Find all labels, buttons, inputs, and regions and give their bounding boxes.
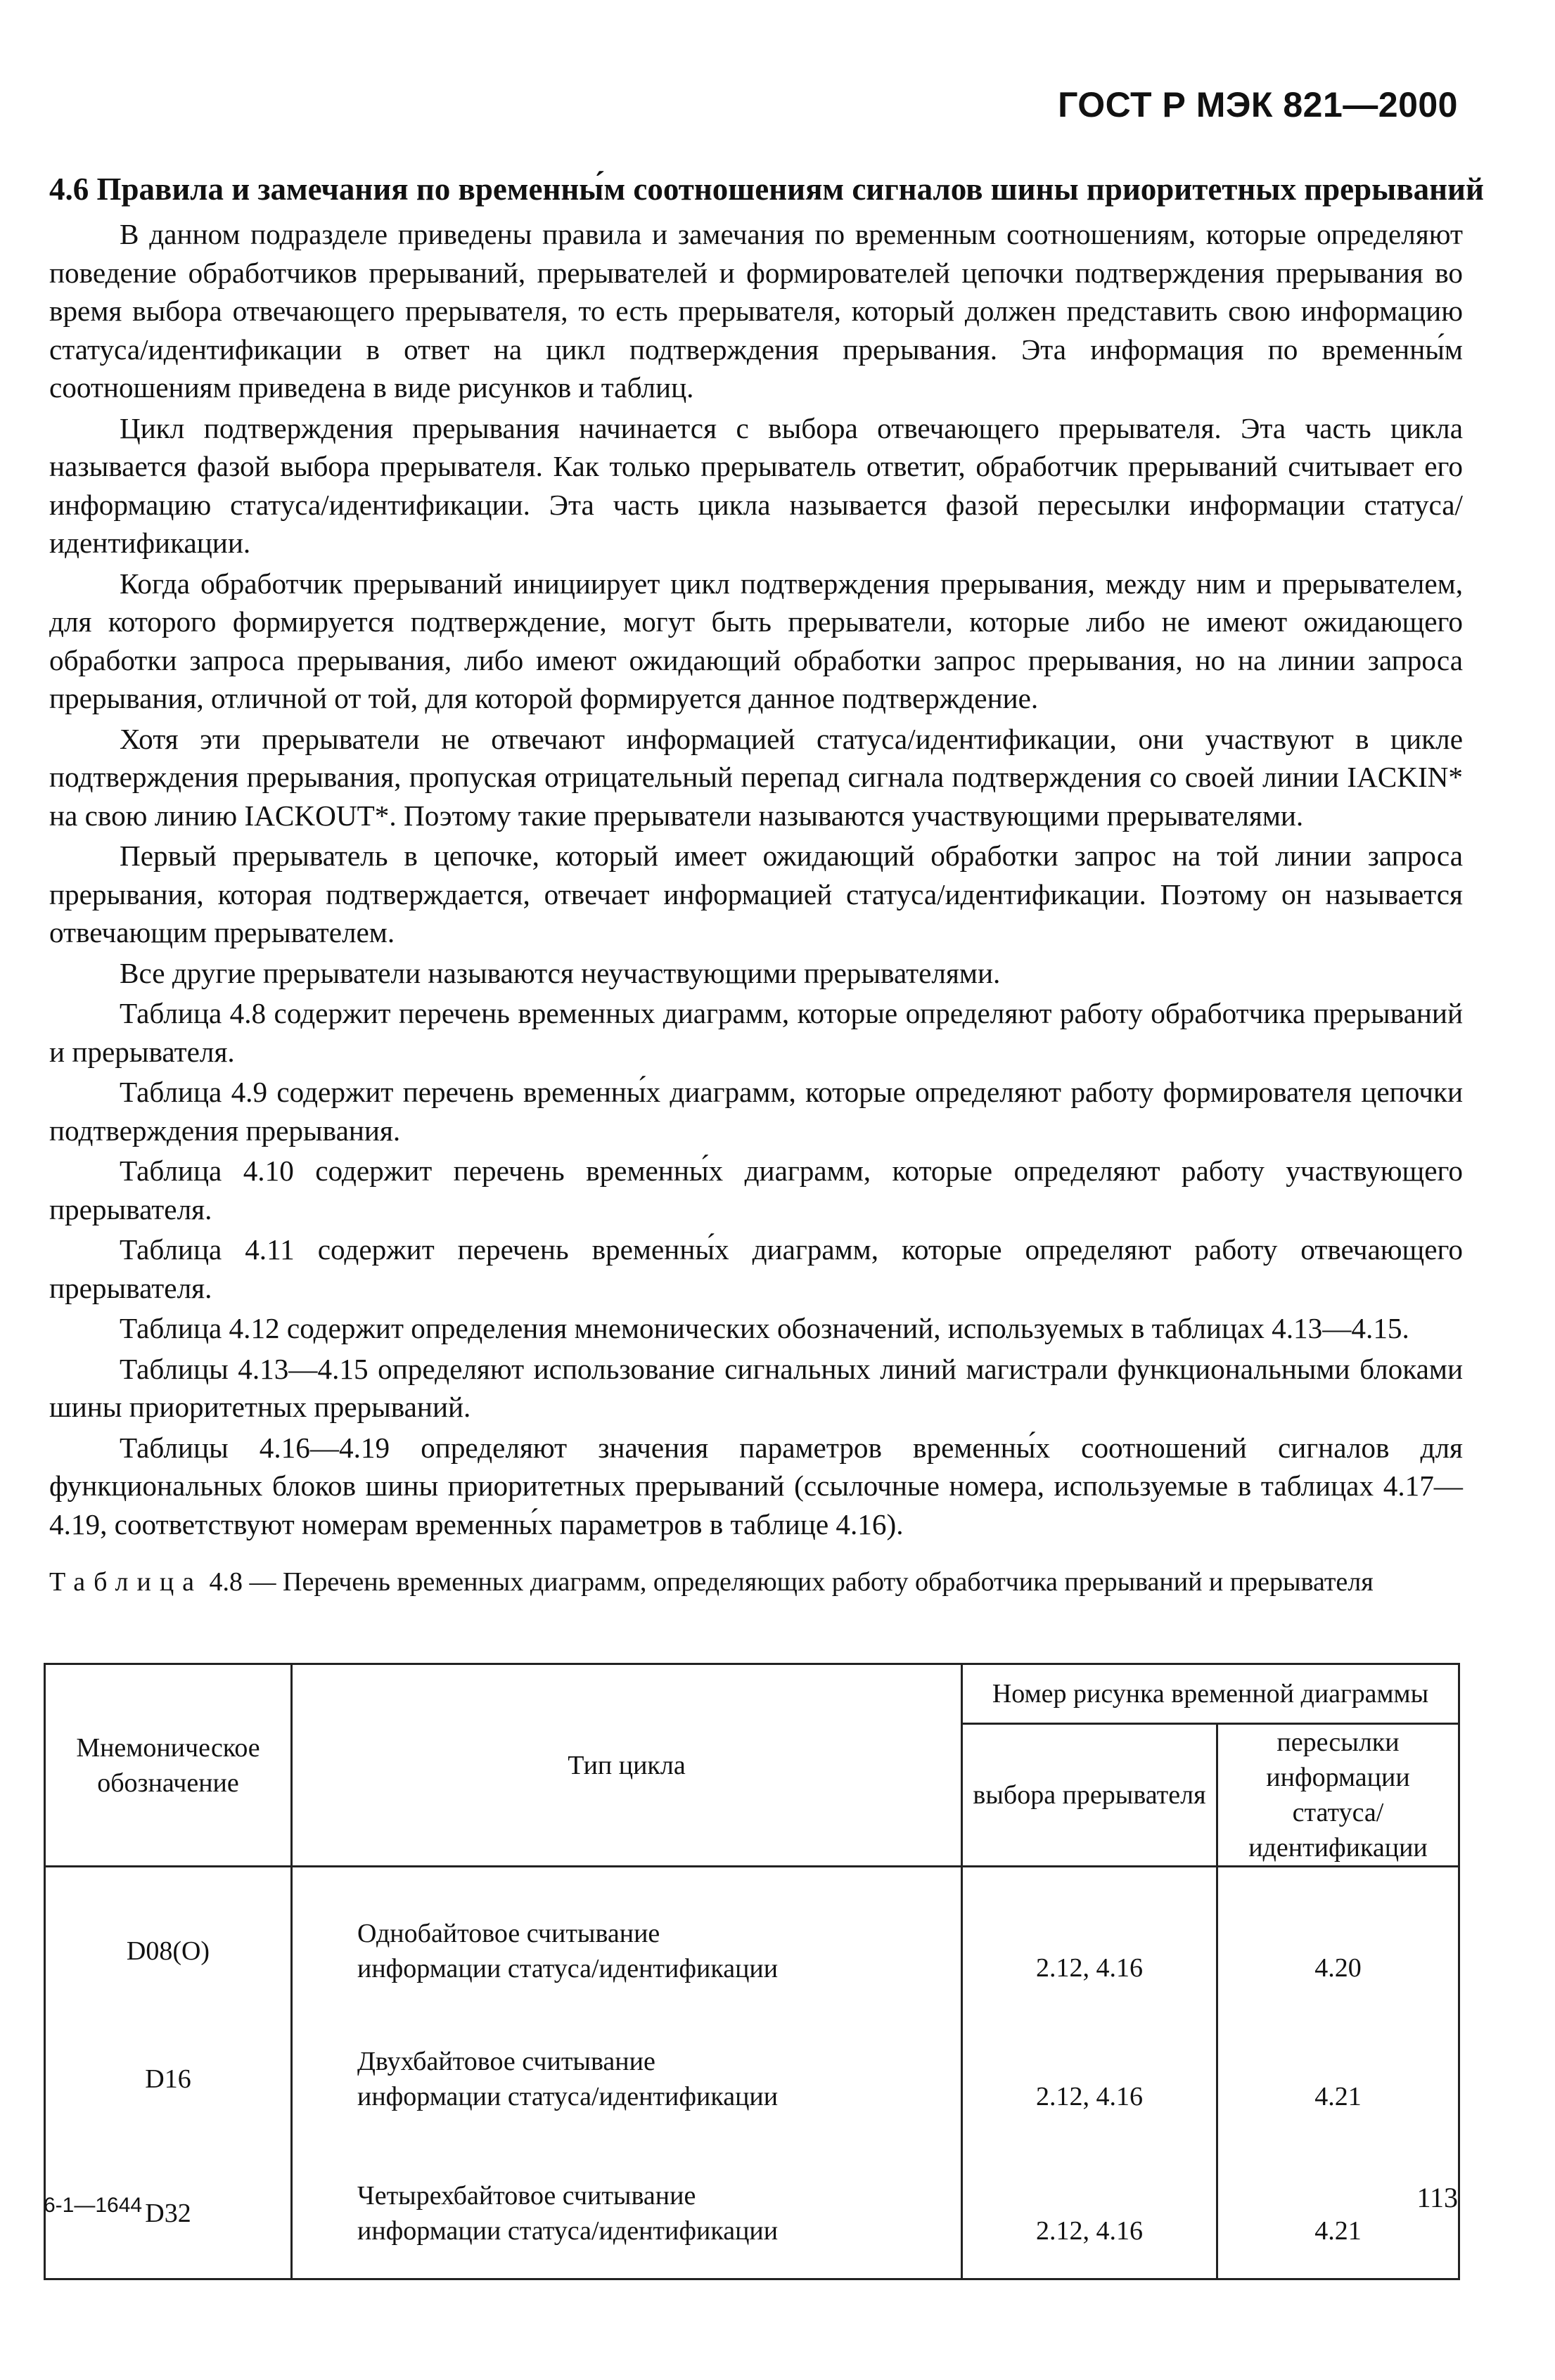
cell-mnemonic: D08(O) (45, 1867, 292, 2010)
page-number: 113 (1416, 2182, 1458, 2213)
paragraph: Таблица 4.9 содержит перечень временны́х диаграмм, которые определяют работу формирователя цепочки подтверждения прерывания. (49, 1076, 1463, 1147)
cell-transfer: 4.21 (1217, 2009, 1459, 2144)
cell-cycle-type (292, 1867, 962, 2010)
table-caption-text: 4.8 — Перечень временных диаграмм, определяющих работу обработчика прерываний и прерывателя (209, 1567, 1374, 1597)
cell-cycle-type-line: Четырехбайтовое считывание (357, 2180, 696, 2211)
paragraph: Первый прерыватель в цепочке, который имеет ожидающий обработки запрос на той линии запроса прерывания, которая подтверждается, отвечает информацией статуса/идентификации. Поэтому он называется отвечающим прерывателем. (49, 840, 1463, 948)
cell-cycle-type-line: Двухбайтовое считывание (357, 2046, 655, 2076)
paragraph: Когда обработчик прерываний инициирует цикл подтверждения прерывания, между ним и прерывателем, для которого формируется подтверждение, могут быть прерыватели, которые либо не имеют ожидающего обработки запроса прерывания, либо имеют ожидающий обработки запрос прерывания, но на линии запроса прерывания, отличной от той, для которой формируется данное подтверждение. (49, 567, 1463, 714)
paragraph: Таблица 4.11 содержит перечень временны́х диаграмм, которые определяют работу отвечающего прерывателя. (49, 1233, 1463, 1304)
paragraph: Все другие прерыватели называются неучаствующими прерывателями. (120, 956, 1001, 989)
cell-mnemonic: D32 (45, 2144, 292, 2279)
standard-header: ГОСТ Р МЭК 821—2000 (1058, 85, 1458, 124)
header-transfer: пересылки информации статуса/ идентификации (1217, 1724, 1459, 1867)
section-title: 4.6 Правила и замечания по временны́м соотношениям сигналов шины приоритетных прерываний (49, 172, 1484, 207)
paragraph: Цикл подтверждения прерывания начинается с выбора отвечающего прерывателя. Эта часть цикла называется фазой выбора прерывателя. Как только прерыватель ответит, обработчик прерываний считывает его информацию статуса/идентификации. Эта часть цикла называется фазой пересылки информации статуса/идентификации. (49, 411, 1463, 559)
paragraph: Таблица 4.10 содержит перечень временны́х диаграмм, которые определяют работу участвующего прерывателя. (49, 1154, 1463, 1226)
paragraph: Таблицы 4.16—4.19 определяют значения параметров временны́х соотношений сигналов для функциональных блоков шины приоритетных прерываний (ссылочные номера, используемые в таблицах 4.17—4.19, соответствуют номерам временны́х параметров в таблице 4.16). (49, 1431, 1463, 1540)
table-caption-label: Таблица (49, 1567, 203, 1597)
header-selection: выбора прерывателя (962, 1724, 1217, 1867)
paragraph: Таблица 4.12 содержит определения мнемонических обозначений, используемых в таблицах 4.13—4.15. (120, 1312, 1409, 1344)
table-caption (49, 1564, 1463, 1600)
paragraph: Хотя эти прерыватели не отвечают информацией статуса/идентификации, они участвуют в цикле подтверждения прерывания, пропуская отрицательный перепад сигнала подтверждения со своей линии IACKIN* на свою линию IACKOUT*. Поэтому такие прерыватели называются участвующими прерывателями. (49, 722, 1463, 832)
table-row (45, 2009, 1459, 2144)
cell-selection: 2.12, 4.16 (962, 1867, 1217, 2010)
section-body (49, 167, 1484, 1600)
paragraph: Таблица 4.8 содержит перечень временных диаграмм, которые определяют работу обработчика прерываний и прерывателя. (49, 997, 1463, 1068)
header-figure-number: Номер рисунка временной диаграммы (962, 1664, 1459, 1724)
paragraph: Таблицы 4.13—4.15 определяют использование сигнальных линий магистрали функциональными блоками шины приоритетных прерываний. (49, 1352, 1463, 1423)
cell-cycle-type-line: информации статуса/идентификации (357, 2081, 779, 2111)
cell-mnemonic: D16 (45, 2009, 292, 2144)
cell-transfer: 4.20 (1217, 1867, 1459, 2010)
cell-cycle-type-line: информации статуса/идентификации (357, 2215, 779, 2246)
table-row (45, 1867, 1459, 2010)
timing-diagram-table (44, 1663, 1460, 2280)
table-row (45, 2144, 1459, 2279)
cell-selection: 2.12, 4.16 (962, 2144, 1217, 2279)
print-code: 6-1—1644 (44, 2194, 143, 2217)
cell-selection: 2.12, 4.16 (962, 2009, 1217, 2144)
cell-cycle-type (292, 2009, 962, 2144)
header-cycle-type: Тип цикла (292, 1664, 962, 1867)
cell-cycle-type (292, 2144, 962, 2279)
cell-cycle-type-line: информации статуса/идентификации (357, 1954, 779, 1983)
header-mnemonic: Мнемоническое обозначение (45, 1664, 292, 1867)
cell-cycle-type-line: Однобайтовое считывание (357, 1919, 660, 1948)
cell-transfer: 4.21 (1217, 2144, 1459, 2279)
paragraph: В данном подразделе приведены правила и замечания по временным соотношениям, которые определяют поведение обработчиков прерываний, прерывателей и формирователей цепочки подтверждения прерывания во время выбора отвечающего прерывателя, то есть прерывателя, который должен представить свою информацию статуса/идентификации в ответ на цикл подтверждения прерывания. Эта информация по временны́м соотношениям приведена в виде рисунков и таблиц. (49, 218, 1463, 404)
